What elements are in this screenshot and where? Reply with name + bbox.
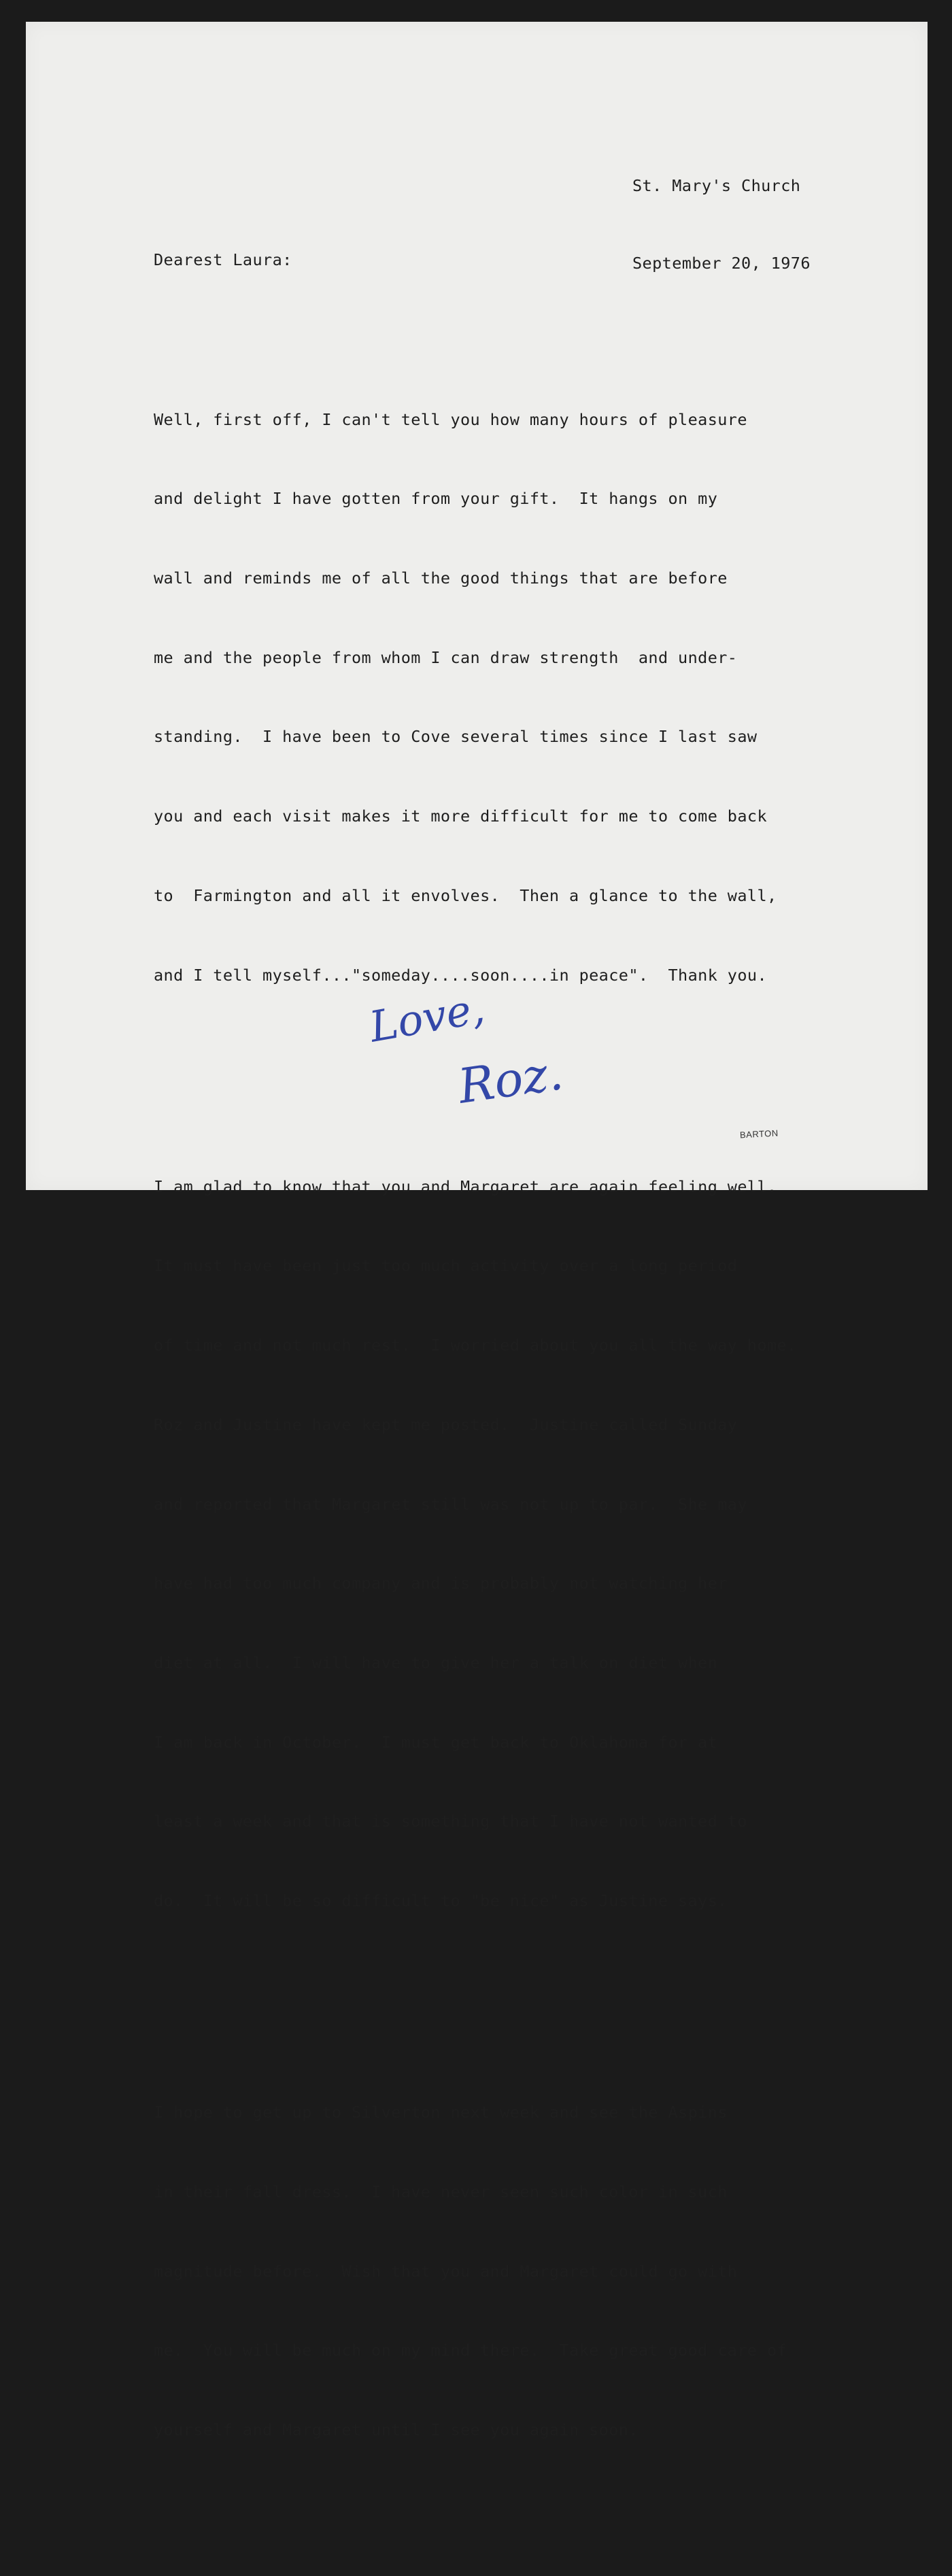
text-line: in their fall dress. I have never seen such color in such — [154, 2182, 728, 2202]
handwritten-signature — [365, 983, 570, 1123]
text-line: and reported that Margaret still was not up to par. She may — [154, 1494, 747, 1514]
letter-body — [154, 301, 797, 2576]
text-line: me and the people from whom I can draw strength and under- — [154, 647, 738, 667]
text-line: Well, first off, I can't tell you how many hours of pleasure — [154, 409, 747, 429]
salutation: Dearest Laura: — [154, 250, 292, 269]
text-line: to Farmington and all it envolves. Then a glance to the wall, — [154, 885, 777, 905]
text-line: have had too much company and is probably not watching her — [154, 1574, 728, 1593]
archive-mark: BARTON — [739, 1128, 779, 1140]
text-line: It must have been just too much activity over a long period — [154, 1256, 738, 1276]
heading-place: St. Mary's Church — [632, 176, 801, 195]
text-line: Roz and Justine have kept me posted. Justine called Sunday — [154, 1414, 738, 1434]
text-line: standing. I have been to Cove several times since I last saw — [154, 727, 758, 747]
text-line: I hope to get up to Silverton next week and see the Aspins — [154, 2103, 728, 2122]
text-line: I am glad to know that you and Margaret are again feeling well. — [154, 1176, 777, 1196]
paragraph-3 — [154, 2047, 797, 2496]
closing-text: Love, — [365, 983, 488, 1052]
text-line: of time and not much rest. I worried about you all the way home. — [154, 1336, 797, 1355]
text-line: I am back in October. I must get back to Oklahoma for at — [154, 1732, 718, 1752]
text-line: and I tell myself..."someday....soon....in peace". Thank you. — [154, 965, 767, 985]
heading-date: September 20, 1976 — [632, 254, 811, 273]
text-line: and delight I have gotten from your gift. It hangs on my — [154, 489, 718, 509]
text-line: magnitude before. Wish that you and Margaret could go with — [154, 2261, 738, 2281]
signature-name: Roz. — [454, 1045, 566, 1115]
text-line: diet at all. I will have to give her a talk on diet when — [154, 1653, 718, 1672]
text-line: do. It will be so difficult to "be nice" as Justine says. — [154, 1891, 728, 1911]
text-line: you and each visit makes it more difficult for me to come back — [154, 807, 767, 826]
text-line: wall and reminds me of all the good things that are before — [154, 569, 728, 588]
paragraph-1 — [154, 354, 797, 1041]
letter-page — [26, 22, 928, 2440]
text-line: yourself and Margaret until I see you again soon. — [154, 2420, 639, 2440]
letter-heading — [632, 121, 811, 328]
paragraph-2 — [154, 1121, 797, 1967]
text-line: me. You will be much on my mind there. Take great good care of — [154, 2341, 787, 2360]
text-line: least a week and that is something that I have not wanted to — [154, 1812, 747, 1831]
